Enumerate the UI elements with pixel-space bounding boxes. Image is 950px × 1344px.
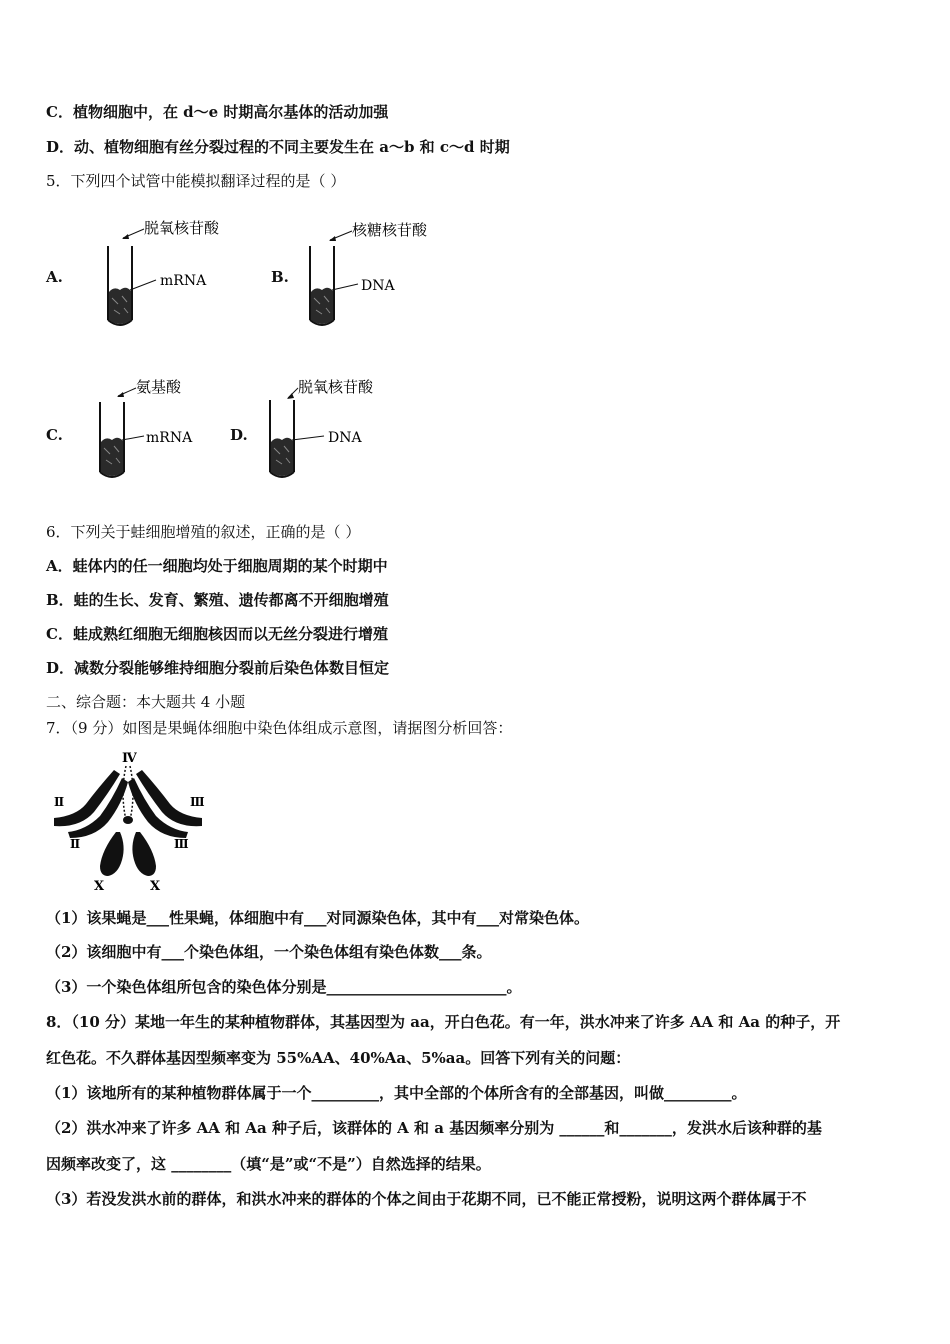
q6-option-b: B．蛙的生长、发育、繁殖、遗传都离不开细胞增殖 [46, 591, 389, 609]
tube-c-top-label: 氨基酸 [136, 378, 182, 396]
q5-stem: 5．下列四个试管中能模拟翻译过程的是（ ） [46, 172, 346, 190]
tube-c-side-label: mRNA [146, 430, 193, 446]
tube-b-side-label: DNA [361, 278, 395, 294]
q6-option-a: A．蛙体内的任一细胞均处于细胞周期的某个时期中 [46, 557, 388, 575]
tube-a-letter: A. [46, 268, 63, 286]
test-tube-b-figure [300, 214, 470, 332]
q7-part-1: （1）该果蝇是___性果蝇，体细胞中有___对同源染色体，其中有___对常染色体。 [46, 909, 589, 927]
test-tube-c-figure [90, 372, 230, 490]
q7-stem: 7．（9 分）如图是果蝇体细胞中染色体组成示意图，请据图分析回答： [46, 719, 513, 737]
label-iii-right-top: Ⅲ [190, 795, 205, 809]
q8-part-2-line-2: 因频率改变了，这 ________（填“是”或“不是”）自然选择的结果。 [46, 1155, 491, 1173]
tube-d-top-label: 脱氧核苷酸 [298, 378, 374, 396]
tube-a-top-label: 脱氧核苷酸 [144, 219, 220, 237]
q7-part-2: （2）该细胞中有___个染色体组，一个染色体组有染色体数___条。 [46, 943, 492, 961]
q6-option-c: C．蛙成熟红细胞无细胞核因而以无丝分裂进行增殖 [46, 625, 388, 643]
q8-part-2-line-1: （2）洪水冲来了许多 AA 和 Aa 种子后，该群体的 A 和 a 基因频率分别为 ______和_______，发洪水后该种群的基 [46, 1119, 822, 1137]
q7-part-3: （3）一个染色体组所包含的染色体分别是________________________。 [46, 978, 522, 996]
q8-part-1: （1）该地所有的某种植物群体属于一个_________，其中全部的个体所含有的全部基因，叫做_________。 [46, 1084, 747, 1102]
section-2-heading: 二、综合题：本大题共 4 小题 [46, 693, 246, 711]
label-iv: Ⅳ [122, 751, 137, 766]
label-iii-right-bottom: Ⅲ [174, 837, 189, 851]
tube-b-letter: B. [271, 268, 289, 286]
tube-a-side-label: mRNA [160, 273, 207, 289]
q8-stem-line-2: 红色花。不久群体基因型频率变为 55%AA、40%Aa、5%aa。回答下列有关的问题： [46, 1049, 631, 1067]
label-ii-left-bottom: Ⅱ [70, 837, 81, 851]
label-x-left: X [94, 879, 105, 894]
label-x-right: X [150, 879, 161, 894]
q6-stem: 6．下列关于蛙细胞增殖的叙述，正确的是（ ） [46, 523, 361, 541]
test-tube-d-figure [262, 372, 422, 490]
q4-option-c: C．植物细胞中，在 d～e 时期高尔基体的活动加强 [46, 103, 389, 121]
q8-stem-line-1: 8．（10 分）某地一年生的某种植物群体，其基因型为 aa，开白色花。有一年，洪水冲来了许多 AA 和 Aa 的种子，开 [46, 1013, 841, 1031]
label-ii-left-top: Ⅱ [54, 795, 65, 809]
q8-part-3: （3）若没发洪水前的群体，和洪水冲来的群体的个体之间由于花期不同，已不能正常授粉，说明这两个群体属于不 [46, 1190, 807, 1208]
q4-option-d: D．动、植物细胞有丝分裂过程的不同主要发生在 a～b 和 c～d 时期 [46, 138, 510, 156]
tube-d-letter: D. [230, 426, 248, 444]
drosophila-chromosome-figure [46, 748, 216, 896]
q6-option-d: D．减数分裂能够维持细胞分裂前后染色体数目恒定 [46, 659, 390, 677]
tube-c-letter: C. [46, 426, 63, 444]
test-tube-a-figure [96, 212, 266, 330]
tube-b-top-label: 核糖核苷酸 [352, 221, 428, 239]
tube-d-side-label: DNA [328, 430, 362, 446]
